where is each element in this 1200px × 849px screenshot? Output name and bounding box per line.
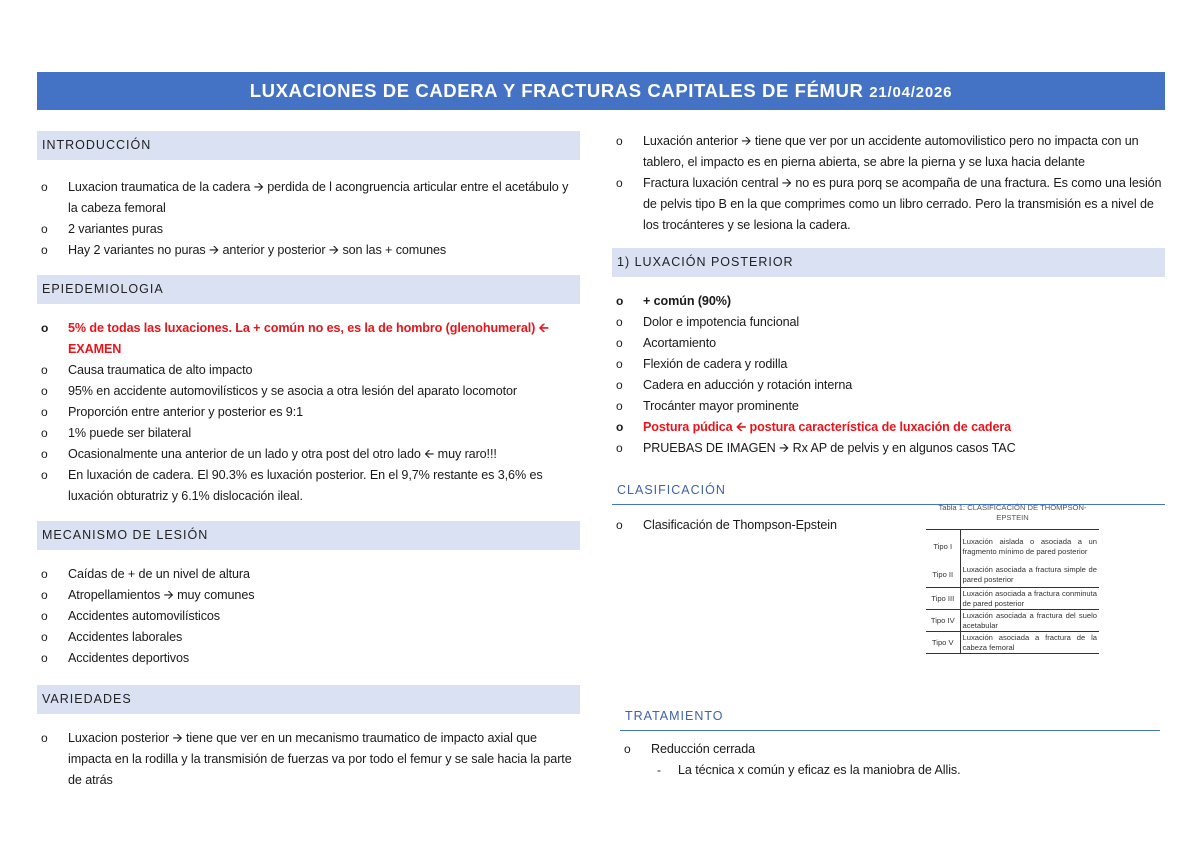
title-text: LUXACIONES DE CADERA Y FRACTURAS CAPITALES DE FÉMUR [249,80,864,101]
introduccion-list [37,177,580,261]
list-item: o Cadera en aducción y rotación interna [616,378,853,392]
right-column [612,131,1165,536]
list-item: o Dolor e impotencia funcional [616,315,800,329]
list-item: o Luxacion traumatica de la cadera 🡪 perdida de l acongruencia articular entre el acetábulo y la cabeza femoral [41,180,569,215]
list-item: o Luxación anterior 🡪 tiene que ver por un accidente automovilistico pero no impacta con un tablero, el impacto es en pierna abierta, se abre la pierna y se luxa hacia delante [616,134,1139,169]
section-heading-luxacion-posterior: 1) LUXACIÓN POSTERIOR [612,248,1165,277]
sub-list-item: - La técnica x común y eficaz es la maniobra de Allis. [657,763,961,777]
list-item: o Flexión de cadera y rodilla [616,357,788,371]
list-item: o PRUEBAS DE IMAGEN 🡪 Rx AP de pelvis y en algunos casos TAC [616,441,1016,455]
section-heading-variedades: VARIEDADES [37,685,580,714]
variedades-cont-list [612,131,1165,236]
list-item: o Acortamiento [616,336,716,350]
list-item: o Fractura luxación central 🡪 no es pura porq se acompaña de una fractura. Es como una lesión de pelvis tipo B en la que comprimes como un libro cerrado. Pero la transmisión es a nivel de los trocánteres y se lesiona la cadera. [616,176,1162,232]
mecanismo-list [37,564,580,669]
list-item-highlight: o Postura púdica 🡨 postura característica de luxación de cadera [616,420,1012,434]
section-heading-mecanismo: MECANISMO DE LESIÓN [37,521,580,550]
section-heading-clasificacion: CLASIFICACIÓN [612,476,1165,505]
section-heading-tratamiento: TRATAMIENTO [620,702,1160,731]
list-item: o Trocánter mayor prominente [616,399,799,413]
luxacion-posterior-list [612,291,1165,459]
list-item: o Accidentes deportivos [41,651,190,665]
clasificacion-list [612,515,912,536]
list-item: o En luxación de cadera. El 90.3% es luxación posterior. En el 9,7% restante es 3,6% es luxación obturatriz y 6.1% dislocación ileal. [41,468,543,503]
list-item: o Accidentes laborales [41,630,183,644]
list-item: o Proporción entre anterior y posterior es 9:1 [41,405,304,419]
list-item: o Clasificación de Thompson-Epstein [616,518,837,532]
thompson-epstein-table [926,529,1099,654]
title-date: 21/04/2026 [869,84,953,101]
list-item: o Ocasionalmente una anterior de un lado y otra post del otro lado 🡨 muy raro!!! [41,447,497,461]
left-column [37,131,580,791]
list-item: o 1% puede ser bilateral [41,426,192,440]
list-item: o Reducción cerrada [624,742,756,756]
section-heading-epidemiologia: EPIEDEMIOLOGIA [37,275,580,304]
table-row: Tipo III Luxación asociada a fractura conminuta de pared posterior [926,588,1099,610]
document-title [37,72,1165,110]
tratamiento-list [620,739,1160,781]
table-row: Tipo II Luxación asociada a fractura simple de pared posterior [926,564,1099,588]
list-item: o Caídas de + de un nivel de altura [41,567,250,581]
list-item: o + común (90%) [616,294,731,308]
table-caption: Tabla 1: CLASIFICACIÓN DE THOMPSON-EPSTEIN [938,503,1087,522]
list-item: o Accidentes automovilísticos [41,609,220,623]
list-item: o 95% en accidente automovilísticos y se asocia a otra lesión del aparato locomotor [41,384,518,398]
list-item: o Atropellamientos 🡪 muy comunes [41,588,255,602]
list-item: o Causa traumatica de alto impacto [41,363,253,377]
list-item-exam-highlight: o 5% de todas las luxaciones. La + común no es, es la de hombro (glenohumeral) 🡨 EXAMEN [41,321,549,356]
tratamiento-section [620,702,1160,781]
variedades-list [37,728,580,791]
list-item: o Hay 2 variantes no puras 🡪 anterior y posterior 🡪 son las + comunes [41,243,447,257]
table-row: Tipo V Luxación asociada a fractura de la cabeza femoral [926,632,1099,654]
epidemiologia-list [37,318,580,507]
list-item: o Luxacion posterior 🡪 tiene que ver en un mecanismo traumatico de impacto axial que impacta en la rodilla y la transmisión de fuerzas va por todo el femur y se sale hacia la parte de atrás [41,731,572,787]
table-row: Tipo I Luxación aislada o asociada a un fragmento mínimo de pared posterior [926,530,1099,564]
section-heading-introduccion: INTRODUCCIÓN [37,131,580,160]
table-row: Tipo IV Luxación asociada a fractura del suelo acetabular [926,610,1099,632]
list-item: o 2 variantes puras [41,222,163,236]
